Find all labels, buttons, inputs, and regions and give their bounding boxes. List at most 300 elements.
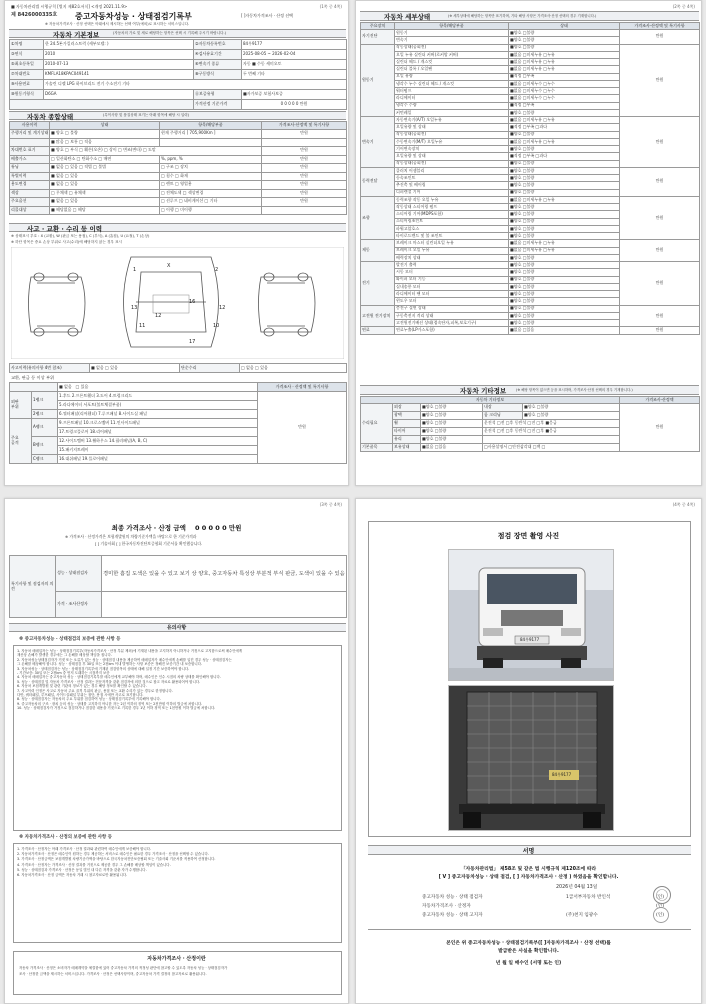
basic-info-table xyxy=(9,39,347,110)
accident-title: 사고 · 교환 · 수리 등 이력 xyxy=(27,225,103,233)
diagram-label: 11 xyxy=(139,323,146,329)
cell: ■ 없음 □ 있음 xyxy=(58,383,258,392)
detail-price: 만원 xyxy=(620,327,700,334)
detail-price: 만원 xyxy=(620,262,700,306)
sign-date: 2026년 04월 13일 xyxy=(556,885,598,890)
detail-status: ■양호 □불량 xyxy=(509,182,620,189)
doc-title-option: [ ]자동차가격조사 · 산정 선택 xyxy=(241,13,293,18)
cell: 가솔린 디젤 LPG 하이브리드 전기 수소전기 기타 xyxy=(44,80,347,90)
note-line: 2. 자동차성능상태점검자가 거짓 또는 오류가 있는 성능 · 상태점검 내용을 제공하여 매매업자가 매수인에게 손해를 입힌 경우 성능 · 상태점검자는 xyxy=(17,657,232,662)
cell: 용도변경 xyxy=(10,181,50,190)
diagram-label: 10 xyxy=(213,323,220,329)
cell xyxy=(483,436,620,444)
detail-item: 연료누출(LP가스포함) xyxy=(395,327,509,334)
detail-item: 와이퍼 모터 기능 xyxy=(395,276,509,283)
cell: ■ 많음 □ 보통 □ 적음 xyxy=(50,138,160,147)
cell: □ 구조 □ 장치 xyxy=(160,164,262,173)
detail-status: ■양호 □불량 xyxy=(509,204,620,211)
detail-item: 파워고압호스 xyxy=(395,225,509,232)
detail-status: ■없음 □미세누유 □누유 xyxy=(509,247,620,254)
cell: 0 0 0 0 0 만원 xyxy=(242,100,347,110)
detail-status: ■적정 □부족 xyxy=(509,73,620,80)
detail-item: 실린더 블록 / 오일팬 xyxy=(395,66,509,73)
cell: ②자동차등록번호 xyxy=(194,40,242,50)
detail-status: ■없음 □미세누수 □누수 xyxy=(509,88,620,95)
signer-1-seal: (인) xyxy=(656,895,665,900)
cell xyxy=(102,592,347,618)
diagram-label: 13 xyxy=(131,305,138,311)
detail-status: ■양호 □불량 xyxy=(509,233,620,240)
detail-item: 수동변속기(M/T) 오일누유 xyxy=(395,138,509,145)
detail-item: 실린더 헤드 / 개스킷 xyxy=(395,59,509,66)
bottom-text-1: 자동차 가격조사 · 산정은 소비자가 매매계약을 체결함에 있어 중고자동차 가격의 적정성 판단에 참고할 수 있도록 자동차 성능 · 상태점검자가 xyxy=(19,966,228,970)
detail-status: ■양호 □불량 xyxy=(509,305,620,312)
cell: □ 무채색 □ 유채색 xyxy=(50,189,160,198)
note-line: 다만, 쿼터패널, 루프패널, 사이드실패널 부위는 절단, 용접 시에만 사고로 표기합니다. xyxy=(17,693,144,698)
cell: 색상 xyxy=(10,189,50,198)
basic-title: 자동차 기본정보 xyxy=(53,31,100,39)
accident-note: ※ 상태표시 부호 : X (교환), W (판금 또는 용접), C (부식), A (흠집), U (요철), T (손상) xyxy=(11,234,150,238)
truck-rear-photo xyxy=(448,685,614,831)
detail-item: 타이로드엔드 및 볼 조인트 xyxy=(395,233,509,240)
detail-status: ■없음 □미세누수 □누수 xyxy=(509,95,620,102)
detail-group-label: 연료 xyxy=(361,327,395,334)
cell: 리콜대상 xyxy=(10,206,50,215)
cell: 보유상태 xyxy=(393,444,421,452)
detail-group-label: 고전원 전기장치 xyxy=(361,305,395,327)
cell: 2010-07-13 xyxy=(44,60,194,70)
note-line: - 기간보증: 30일 또는 2천km 중 먼저 도래하는 시점까지 보증 xyxy=(17,671,110,676)
cell: 타이어 xyxy=(393,428,421,436)
detail-status: ■양호 □불량 xyxy=(509,320,620,327)
detail-item: 배력장치 상태 xyxy=(395,254,509,261)
doc-note: ※ 자동차가격조사 · 산정 선택은 아래에서 제시하는 선택 여부(예외)로 표시하는 서비스입니다. xyxy=(45,22,190,26)
detail-status: ■양호 □불량 xyxy=(509,30,620,37)
detail-item: 브레이크 마스터 실린더오일 누유 xyxy=(395,240,509,247)
detail-price: 만원 xyxy=(620,117,700,168)
cell: □ 렌트 □ 영업용 xyxy=(160,181,262,190)
cell: C랭크 xyxy=(32,455,58,464)
cell: 만원 xyxy=(262,172,347,181)
cell: 사용이력 xyxy=(10,122,50,130)
cell xyxy=(10,383,58,392)
detail-status: ■양호 □불량 xyxy=(509,218,620,225)
truck-front-photo xyxy=(448,549,614,681)
detail-row xyxy=(361,117,700,124)
detail-status: ■없음 □미세누유 □누유 xyxy=(509,138,620,145)
cell: □ 이행 □ 미이행 xyxy=(160,206,262,215)
cell: 가격조사 · 산정액 및 특기사항 xyxy=(258,383,347,392)
cell: ■양호 □불량 xyxy=(421,412,483,420)
detail-row xyxy=(361,305,700,312)
note-line: 10. 성능 · 상태점검자가 거짓으로 점검하거나 점검한 내용을 거짓으로 기록한 경우 1년 이하 징역 또는 1천만원 이하 벌금에 처합니다. xyxy=(17,706,216,711)
doc-title: 중고자동차성능 · 상태점검기록부 xyxy=(75,12,192,21)
page-1 xyxy=(4,0,349,486)
note-line: 3. 가격조사 · 산정금액은 보험개발원 차량기준가액을 바탕으로 한국자동차진단보증협회 또는 기술사회 기준서를 적용하여 산정합니다. xyxy=(17,857,216,862)
detail-status: ■없음 □미세누유 □누유 xyxy=(509,51,620,58)
detail-status: ■양호 □불량 xyxy=(509,167,620,174)
cell: 2010 xyxy=(44,50,194,60)
other-title: 자동차 기타정보 xyxy=(460,387,507,395)
cell: 특별이력 xyxy=(10,172,50,181)
accident-note-2: ※ 하단 항목은 중요 손상 부위로 사고(수리)에 해당하지 않는 경우 표시 xyxy=(11,240,122,244)
cell: 만원 xyxy=(262,164,347,173)
detail-status: ■없음 □미세누유 □누유 xyxy=(509,196,620,203)
cell: ■양호 □불량 xyxy=(421,404,483,412)
note-line: 1. 자동차 매매업자는 성능 · 상태점검기록부(자동차가격조사 · 산정 부분 제외)에 기재된 내용을 고지하지 아니하거나 거짓으로 고지함으로써 매수인에게 xyxy=(17,649,243,653)
cell: 운전석 □전 □후 동반석 □전 □후 ■응급 xyxy=(483,428,620,436)
detail-status: ■양호 □불량 xyxy=(509,146,620,153)
signer-2-seal: (인) xyxy=(656,904,665,909)
cell xyxy=(10,100,194,110)
cell: ①차명 xyxy=(10,40,44,50)
cell: ■ 없음 □ 있음 □ 적법 □ 불법 xyxy=(50,164,160,173)
cell: ■자가보증 보험사보증 xyxy=(242,90,347,100)
special-table xyxy=(9,555,347,618)
detail-row xyxy=(361,30,700,37)
page-2 xyxy=(355,0,702,486)
detail-status: ■양호 □불량 xyxy=(509,189,620,196)
cell: ■ 양호 □ 불량 xyxy=(50,130,160,139)
cell: 성능 · 상태점검자 xyxy=(56,556,102,592)
cell xyxy=(262,138,347,147)
detail-item: 시동 모터 xyxy=(395,269,509,276)
photo-title: 점검 장면 촬영 사진 xyxy=(497,532,560,540)
note-line: 2. 자동차가격조사 · 산정은 매수인이 원하는 경우 제공하는 서비스로 매수인은 필요한 경우 가격조사 · 산정을 선택할 수 있습니다. xyxy=(17,852,209,857)
cell: 가격 · 조사산정자 xyxy=(56,592,102,618)
cell: 항목/해당부품 xyxy=(395,23,509,30)
cell: 주요장치 xyxy=(361,23,395,30)
car-diagram xyxy=(11,247,344,359)
note-line: 1. 가격조사 · 산정자는 아래 가격조사 · 산정 결과와 관련하여 매수인에게 보증해야 합니다. xyxy=(17,847,152,851)
notes-title: 유의사항 xyxy=(166,625,187,631)
detail-status: ■양호 □불량 xyxy=(509,283,620,290)
note-line: 6. 자동차 보험개발원 및 관련 기관의 정보가 있는 경우 해당 정보를 확인할 수 있습니다. xyxy=(17,684,147,689)
cell: 9.프론트패널 10.크로스멤버 11.인사이드패널 xyxy=(58,419,258,428)
cell: ③연식 xyxy=(10,50,44,60)
cell: 현재 주행거리 [ 705,900Km ] xyxy=(160,130,262,139)
cell: 유리 xyxy=(393,436,421,444)
cell: 2랭크 xyxy=(32,410,58,419)
seal-stamp-1 xyxy=(652,885,672,905)
note-line: 4. 자동차 매매업자는 중고자동차 성능 · 상태점검기록부를 매수인에게 교부해야 하며, 매수인은 인수 시점의 차량 상태를 확인해야 합니다. xyxy=(17,675,221,680)
detail-item: 윈도우 모터 xyxy=(395,298,509,305)
detail-status: ■양호 □불량 xyxy=(509,37,620,44)
cell: □ 침수 □ 화재 xyxy=(160,172,262,181)
detail-row xyxy=(361,240,700,247)
detail-price: 만원 xyxy=(620,240,700,262)
diagram-label: 1 xyxy=(133,267,137,273)
detail-row xyxy=(361,167,700,174)
cell: ⑨사용연료 xyxy=(10,80,44,90)
detail-status: ■양호 □불량 xyxy=(509,131,620,138)
cell: ■ 없음 □ 있음 xyxy=(50,181,160,190)
cell: ⑦차대번호 xyxy=(10,70,44,80)
detail-item: 등속조인트 xyxy=(395,175,509,182)
detail-table xyxy=(360,22,700,335)
diagram-label: 16 xyxy=(189,299,196,305)
truck-rear-image xyxy=(449,686,614,831)
cell: □ 전체도색 □ 색상변경 xyxy=(160,189,262,198)
cell: 외장 xyxy=(393,404,421,412)
detail-item: 클러치 어셈블리 xyxy=(395,167,509,174)
cell: □ 선루프 □ 네비게이션 □ 기타 xyxy=(160,198,262,207)
sign-law: 「자동차관리법」 제58조 및 같은 법 시행규칙 제120조에 따라 xyxy=(460,867,597,872)
diagram-label: 17 xyxy=(189,339,196,345)
signer-3-seal: (인) xyxy=(656,913,665,918)
cell: 만원 xyxy=(262,147,347,156)
cell: 84우9177 xyxy=(242,40,347,50)
detail-status: ■없음 □있음 xyxy=(509,327,620,334)
detail-item: 구동축전지 격리 상태 xyxy=(395,312,509,319)
detail-status: ■양호 □불량 xyxy=(509,160,620,167)
truck-front-image xyxy=(449,550,614,681)
detail-group-label: 전기 xyxy=(361,262,395,306)
detail-item: 작동상태(공회전) xyxy=(395,44,509,51)
note-line: 5. 성능 · 상태점검과 가격조사 · 산정은 동일 법인 내 다른 자격을 갖춘 자가 수행합니다. xyxy=(17,867,147,872)
detail-title: 자동차 세부상태 xyxy=(384,13,431,21)
cell: □ 일산화탄소 □ 탄화수소 □ 매연 xyxy=(50,155,160,164)
final-note-2: [ ] 기술사회 [ ] 한국자동차진단보증협회 기준서를 확인했습니다. xyxy=(95,541,203,546)
cell: 사고이력(유의사항 4번 참조) xyxy=(10,364,90,373)
detail-status: ■양호 □불량 xyxy=(509,269,620,276)
detail-status: ■양호 □불량 xyxy=(509,175,620,182)
cell: □사용설명서 □안전삼각대 □잭 □ xyxy=(483,444,620,452)
basic-note: (자동차의 가로 및 세로 해당하는 항목은 선택 시 기록해 주시기 바랍니다.) xyxy=(113,31,227,35)
cell: 5.라디에이터 서포트(볼트체결부품) xyxy=(58,401,258,410)
detail-row xyxy=(361,327,700,334)
detail-group-label: 동력전달 xyxy=(361,167,395,196)
cell: ■없음 □있음 xyxy=(421,444,483,452)
bottom-title: 자동차가격조사 · 산정이란 xyxy=(147,956,206,962)
detail-item: 동력조향 작동 오일 누유 xyxy=(395,196,509,203)
cell: ⑪보증유형 xyxy=(194,90,242,100)
cell: 단순수리 xyxy=(180,364,240,373)
detail-price: 만원 xyxy=(620,305,700,327)
signer-3-role: 중고자동차 성능 · 상태 고지자 xyxy=(422,913,483,918)
detail-row xyxy=(361,196,700,203)
cell: ■양호 □불량 xyxy=(421,428,483,436)
overall-table xyxy=(9,121,347,215)
cell: 룸 크리닝 xyxy=(483,412,523,420)
cell: 만원 xyxy=(262,130,347,139)
cell: 외판 부위 xyxy=(10,392,32,419)
detail-item: 라디에이터 xyxy=(395,95,509,102)
detail-row xyxy=(361,44,700,51)
detail-item: 실내송풍 모터 xyxy=(395,283,509,290)
cell xyxy=(10,138,50,147)
note-line: 4. 가격조사 · 산정자는 가격조사 · 산정 결과를 거짓으로 제공한 경우 그 손해를 배상할 책임이 있습니다. xyxy=(17,862,171,867)
detail-price: 만원 xyxy=(620,167,700,196)
detail-item: 충전구 절연 상태 xyxy=(395,305,509,312)
page-4 xyxy=(355,498,702,1004)
cell: 튜닝 xyxy=(10,164,50,173)
cell: 항목/해당부품 xyxy=(160,122,262,130)
detail-note: (※ 세부상태에 해당하는 항목만 표기하며, 기타 해당 사항은 가격조사·산정 선택의 경우 기재합니다.) xyxy=(448,14,597,18)
note-line: 재산상 손해가 발생한 경우에는 그 손해를 배상할 책임을 집니다. xyxy=(17,653,112,658)
cell: 주행거리 및 계기상태 xyxy=(10,130,50,139)
cell xyxy=(262,206,347,215)
cell: 17.트렁크플로어 18.리어패널 xyxy=(58,428,258,437)
cell: 광택 xyxy=(393,412,421,420)
detail-item: 원동기 xyxy=(395,30,509,37)
detail-status: ■양호 □불량 xyxy=(509,276,620,283)
detail-row xyxy=(361,262,700,269)
cell: KMFLA18KPAC049141 xyxy=(44,70,194,80)
detail-item: 오일 누유 실린더 커버(로커암 커버) xyxy=(395,51,509,58)
cell: 만원 xyxy=(262,155,347,164)
other-table xyxy=(360,396,700,452)
diagram-label: X xyxy=(167,263,171,269)
detail-status: ■적정 □부족 □과다 xyxy=(509,153,620,160)
final-note: ※ 가격조사 · 산정가격은 보험개발원의 차량기준가액을 바탕으로 한 기준가격과 xyxy=(65,534,197,539)
detail-status: ■양호 □불량 xyxy=(509,298,620,305)
detail-item: 작동상태 스티어링 펌프 xyxy=(395,204,509,211)
detail-item: 기어변속장치 xyxy=(395,146,509,153)
detail-item: 오일 유량 xyxy=(395,73,509,80)
page-number: (3쪽 중 4쪽) xyxy=(319,502,342,507)
cell: ■양호 □불량 xyxy=(523,404,620,412)
detail-item: 자동변속기(A/T) 오일누유 xyxy=(395,117,509,124)
cell: 자동차 기타정보 xyxy=(361,397,620,404)
cell xyxy=(160,138,262,147)
cell: 가격산정 기준가격 xyxy=(194,100,242,110)
detail-item: 변속기 xyxy=(395,37,509,44)
signer-1-name: 1급서부자동차 반인석 xyxy=(566,895,611,900)
detail-status: ■양호 □불량 xyxy=(509,225,620,232)
cell: 수리필요 xyxy=(361,404,393,444)
detail-status: ■적정 □부족 xyxy=(509,102,620,109)
note-line: 3. 자동차성능 · 상태점검자는 성능 · 상태점검기록부에 기재된 점검항목의 상태에 대해 일정 기간 보증하여야 합니다. xyxy=(17,666,190,671)
signer-2-role: 자동차가격조사 · 산정자 xyxy=(422,904,471,909)
cell: 두 번째 기타 xyxy=(242,70,347,80)
diagram-label: 2 xyxy=(215,267,219,273)
detail-status: ■없음 □미세누유 □누유 xyxy=(509,66,620,73)
cell: ■양호 □불량 xyxy=(523,412,620,420)
cell: 2025-08-05 ~ 2026-02-04 xyxy=(242,50,347,60)
notes-head: ※ 중고자동차성능 · 상태점검의 보증에 관한 사항 등 xyxy=(19,637,121,642)
price-notes-head: ※ 자동차가격조사 · 산정의 보증에 관한 사항 등 xyxy=(19,835,112,840)
cell: 가격조사·산정액 및 특기사항 xyxy=(262,122,347,130)
note-line: 5. 성능 · 상태점검 및 자동차 가격조사 · 산정 결과는 전문자격을 갖춘 점검자에 의한 것으로 참고 자료로 활용되어야 합니다. xyxy=(17,679,201,684)
cell: 주요옵션 xyxy=(10,198,50,207)
receive-date: 년 월 일 매수인 (서명 또는 인) xyxy=(495,961,562,966)
detail-price: 만원 xyxy=(620,44,700,117)
cell: 1.후드 2.프론트휀더 3.도어 4.트렁크리드 xyxy=(58,392,258,401)
price-notes-list xyxy=(17,847,339,941)
detail-item: 스티어링조인트 xyxy=(395,218,509,225)
cell: D6GA xyxy=(44,90,194,100)
report-number: 제 8426000335호 xyxy=(11,12,58,18)
detail-status: ■양호 □불량 xyxy=(509,312,620,319)
cell: ⑤최초등록일 xyxy=(10,60,44,70)
cell: 1랭크 xyxy=(32,392,58,410)
page-number: (1쪽 중 4쪽) xyxy=(319,4,342,9)
cell: 특기사항 및 점검자의 의견 xyxy=(10,556,56,618)
detail-status: ■양호 □불량 xyxy=(509,262,620,269)
detail-item: 워터펌프 xyxy=(395,88,509,95)
page-number: (2쪽 중 4쪽) xyxy=(672,4,695,9)
detail-item: 발전기 출력 xyxy=(395,262,509,269)
detail-price: 만원 xyxy=(620,30,700,45)
detail-group-label: 조향 xyxy=(361,196,395,240)
cell: 15.패키지트레이 xyxy=(58,446,258,455)
note-line: 7. 사고이력 인정은 사고로 자동차 주요 골격 부위의 판금, 용접 또는 교환 수리가 있는 경우로 한정합니다. xyxy=(17,688,173,693)
detail-status: ■양호 □불량 xyxy=(509,254,620,261)
accident-table xyxy=(9,363,347,373)
signer-3-name: (주)천지 임광수 xyxy=(566,913,598,918)
diagram-label: 12 xyxy=(155,313,162,319)
cell: 운전석 □전 □후 동반석 □전 □후 ■응급 xyxy=(483,420,620,428)
detail-item: 커먼레일 xyxy=(395,109,509,116)
detail-item: 작동상태(공회전) xyxy=(395,160,509,167)
front-plate: 84우9177 xyxy=(520,637,540,642)
detail-item: 오일유량 및 상태 xyxy=(395,153,509,160)
detail-status: ■양호 □불량 xyxy=(509,211,620,218)
cell: 휠 xyxy=(393,420,421,428)
cell: ■양호 □불량 xyxy=(421,420,483,428)
detail-item: 냉각수 수량 xyxy=(395,102,509,109)
cell: ⑧구동방식 xyxy=(194,70,242,80)
seal-stamp-2 xyxy=(652,906,670,924)
detail-group-label: 자기진단 xyxy=(361,30,395,45)
cell: 가격조사·산정액 xyxy=(620,397,700,404)
divider xyxy=(368,929,691,930)
receive-line: 본인은 위 중고자동차성능 · 상태점검기록부([ ]자동차가격조사 · 산정 선택)를 xyxy=(446,941,611,946)
cell: 차대번호 표기 xyxy=(10,147,50,156)
detail-item: 고전원전기배선 상태(접속단자,피복,보호기구) xyxy=(395,320,509,327)
detail-item: 브레이크 오일 누유 xyxy=(395,247,509,254)
cell: %, ppm, % xyxy=(160,155,262,164)
sign-law-2: [ V ] 중고자동차성능 · 상태 점검, [ ] 자동차가격조사 · 산정 ) 하였음을 확인합니다. xyxy=(438,875,619,880)
cell: ■ 양호 □ 부식 □ 훼손(오손) □ 상이 □ 변조(변타) □ 도말 xyxy=(50,147,262,156)
detail-group-label: 변속기 xyxy=(361,117,395,168)
cell: 만원 xyxy=(262,181,347,190)
cell: 만원 xyxy=(258,392,347,464)
detail-price: 만원 xyxy=(620,196,700,240)
note-line: 8. 성능 · 상태점검자는 자동차의 주요 부위를 점검하여 성능 · 상태점검기록부에 기록해야 합니다. xyxy=(17,697,161,702)
detail-item: 디퍼렌셜 기어 xyxy=(395,189,509,196)
note-line: 9. 중고자동차의 구조 · 장치 등의 성능 · 상태를 고지하지 아니한 자는 2년 이하의 징역 또는 2천만원 이하의 벌금에 처합니다. xyxy=(17,701,203,706)
cell: B랭크 xyxy=(32,437,58,455)
detail-item: 냉각수 누수 실린더 헤드 / 개스킷 xyxy=(395,80,509,87)
final-amount-line: 최종 가격조사 · 산정 금액 0 0 0 0 0 만원 xyxy=(111,524,242,532)
signer-1-role: 중고자동차 성능 · 상태 점검자 xyxy=(422,895,483,900)
detail-status: ■없음 □미세누수 □누수 xyxy=(509,80,620,87)
cell: 자동 ■ 수동 세미오토 xyxy=(242,60,347,70)
cell: ④검사유효기간 xyxy=(194,50,242,60)
receive-line-2: 발급받은 사실을 확인합니다. xyxy=(498,949,559,954)
cell: 가격조사·산정액 및 특기사항 xyxy=(620,23,700,30)
cell: ■양호 □불량 xyxy=(421,436,483,444)
page-number: (4쪽 중 4쪽) xyxy=(672,502,695,507)
cell: ■ 해당없음 □ 해당 xyxy=(50,206,160,215)
diagram-label: 12 xyxy=(219,305,226,311)
bottom-text-2: 조사 · 산정한 금액을 제시하는 서비스입니다. 가격조사 · 산정은 선택사항이며, 중고자동차 가격 결정의 참고자료로 활용됩니다. xyxy=(19,972,207,976)
detail-status: ■없음 □미세누유 □누유 xyxy=(509,117,620,124)
cell: 6.쿼터패널(리어휀더) 7.루프패널 8.사이드실 패널 xyxy=(58,410,258,419)
cell: 경미한 흠집 도색은 있을 수 있고 보기 상 양호, 중고자동차 특성상 부분적 부식 판금, 도색이 있을 수 있음 xyxy=(102,556,347,592)
parts-table xyxy=(9,382,347,464)
cell: ⑥변속기 종류 xyxy=(194,60,242,70)
overall-title: 자동차 종합상태 xyxy=(27,113,74,121)
cell: □ 없음 □ 있음 xyxy=(240,364,347,373)
detail-group-label: 제동 xyxy=(361,240,395,262)
detail-item: 추진축 및 베어링 xyxy=(395,182,509,189)
note-line: 그 손해를 배상해야 합니다. 성능 · 상태점검 후 30일 또는 2천km 이내 발생하는 사항 보증은 정해진 보증기간 내 보증합니다. xyxy=(17,662,203,667)
cell: ⑩원동기형식 xyxy=(10,90,44,100)
cell: 만원 xyxy=(262,189,347,198)
